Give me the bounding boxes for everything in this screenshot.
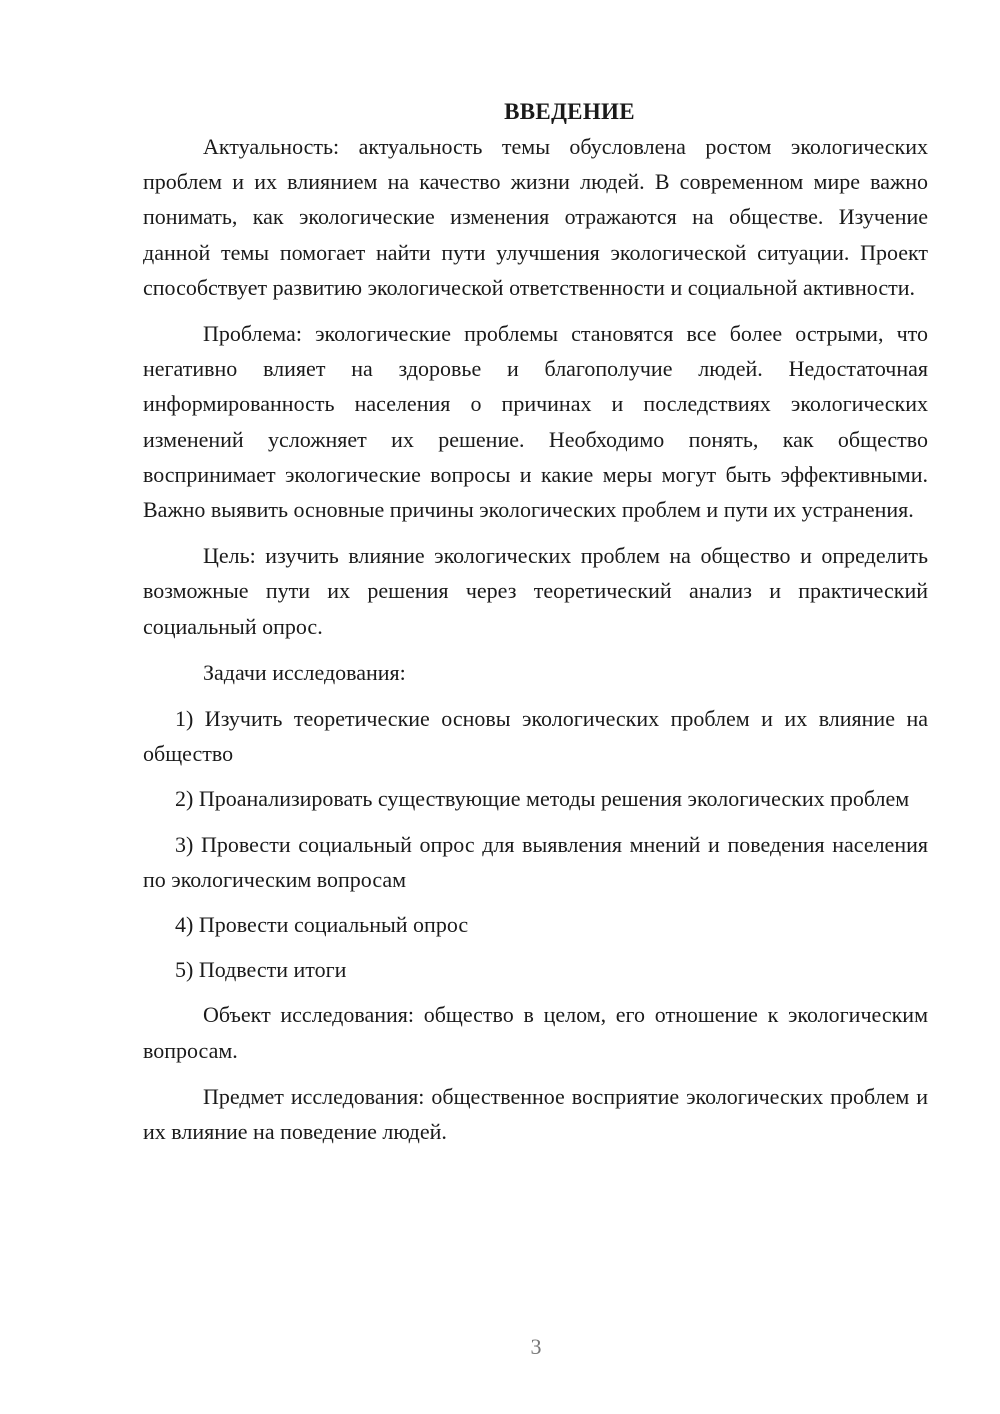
task-item-4: 4) Провести социальный опрос xyxy=(175,912,469,938)
task-item-2: 2) Проанализировать существующие методы решения экологических проблем xyxy=(175,786,910,812)
page-content xyxy=(143,94,928,1160)
object-paragraph: Объект исследования: общество в целом, его отношение к экологическим вопросам. xyxy=(143,1002,928,1063)
goal-paragraph: Цель: изучить влияние экологических проблем на общество и определить возможные пути их решения через теоретический анализ и практический социальный опрос. xyxy=(143,543,928,639)
problem-paragraph: Проблема: экологические проблемы становятся все более острыми, что негативно влияет на здоровье и благополучие людей. Недостаточная информированность населения о причинах и последствиях экологических изменений усложняет их решение. Необходимо понять, как общество воспринимает экологические вопросы и какие меры могут быть эффективными. Важно выявить основные причины экологических проблем и пути их устранения. xyxy=(143,321,928,523)
task-item-1: 1) Изучить теоретические основы экологических проблем и их влияние на общество xyxy=(143,706,928,767)
page-number: 3 xyxy=(530,1334,542,1359)
page-title: ВВЕДЕНИЕ xyxy=(504,99,635,124)
task-item-5: 5) Подвести итоги xyxy=(175,957,347,983)
task-item-3: 3) Провести социальный опрос для выявления мнений и поведения населения по экологическим вопросам xyxy=(143,831,928,892)
tasks-title: Задачи исследования: xyxy=(203,659,406,685)
relevance-paragraph: Актуальность: актуальность темы обусловлена ростом экологических проблем и их влиянием на качество жизни людей. В современном мире важно понимать, как экологические изменения отражаются на обществе. Изучение данной темы помогает найти пути улучшения экологической ситуации. Проект способствует развитию экологической ответственности и социальной активности. xyxy=(143,134,928,300)
subject-paragraph: Предмет исследования: общественное восприятие экологических проблем и их влияние на поведение людей. xyxy=(143,1083,928,1145)
